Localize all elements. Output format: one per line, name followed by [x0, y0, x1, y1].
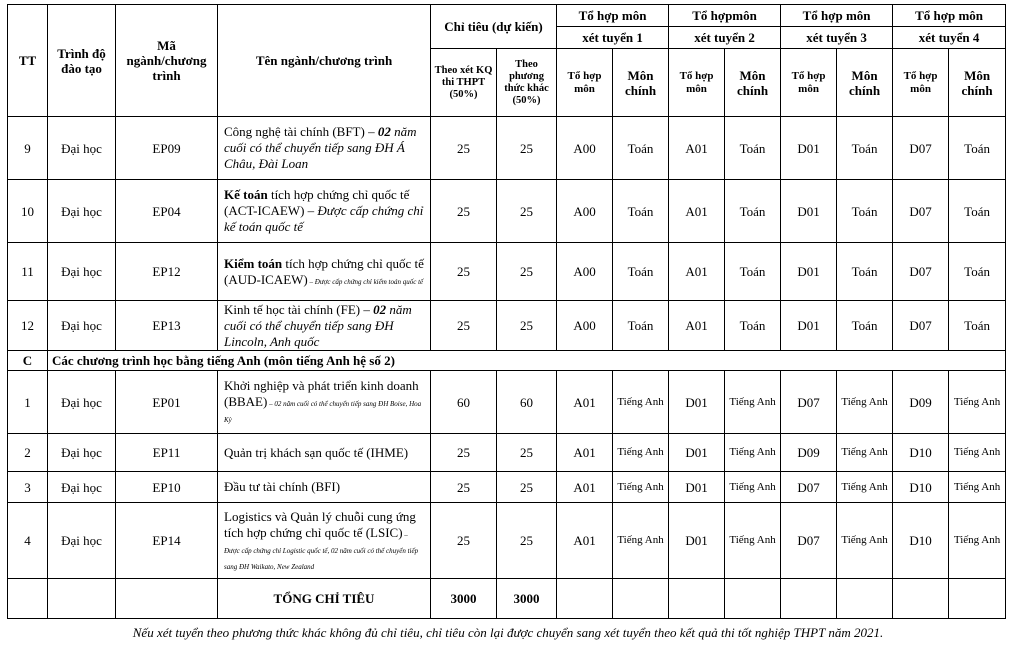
- cell-quota-thpt: 25: [431, 243, 497, 301]
- cell-quota-thpt: 25: [431, 503, 497, 579]
- cell-combo-4: D10: [893, 434, 949, 472]
- cell-main-2: Toán: [725, 117, 781, 180]
- cell-combo-4: D07: [893, 243, 949, 301]
- cell-quota-other: 25: [497, 472, 557, 503]
- header-combo-1: xét tuyển 1: [557, 27, 669, 49]
- cell-level: Đại học: [48, 301, 116, 351]
- program-name-note: Được cấp chứng chỉ kế toán quốc tế: [224, 203, 424, 234]
- cell-quota-other: 25: [497, 117, 557, 180]
- cell-combo-1: A01: [557, 371, 613, 434]
- cell-combo-3: D01: [781, 301, 837, 351]
- program-name-text: tích hợp chứng chỉ quốc tế (ACT-ICAEW) –: [224, 187, 410, 218]
- cell-main-3: Tiếng Anh: [837, 503, 893, 579]
- program-name-bold: Kế toán: [224, 187, 268, 202]
- cell-combo-4: D07: [893, 301, 949, 351]
- program-name-note: – Được cấp chứng chỉ Logistic quốc tế, 02 năm cuối có thể chuyển tiếp sang ĐH Waikato, New Zealand: [224, 530, 419, 571]
- cell-combo-4: D09: [893, 371, 949, 434]
- cell-combo-3: D01: [781, 180, 837, 243]
- cell-combo-3: D07: [781, 472, 837, 503]
- cell-code: EP13: [116, 301, 218, 351]
- cell-main-2: Tiếng Anh: [725, 503, 781, 579]
- cell-combo-1: A01: [557, 472, 613, 503]
- cell-combo-2: D01: [669, 472, 725, 503]
- cell-main-1: Tiếng Anh: [613, 371, 669, 434]
- cell-main-3: Tiếng Anh: [837, 472, 893, 503]
- cell-tt: 9: [8, 117, 48, 180]
- cell-level: Đại học: [48, 472, 116, 503]
- cell-level: Đại học: [48, 117, 116, 180]
- cell-main-1: Tiếng Anh: [613, 434, 669, 472]
- cell-quota-other: 25: [497, 180, 557, 243]
- cell-combo-2: A01: [669, 117, 725, 180]
- admission-table-container: [7, 4, 1006, 619]
- program-name-bold: 02: [377, 124, 391, 139]
- cell-program-name: [218, 180, 431, 243]
- cell-main-3: Tiếng Anh: [837, 434, 893, 472]
- cell-main-1: Toán: [613, 243, 669, 301]
- header-tt: TT: [8, 5, 48, 117]
- cell-main-3: Tiếng Anh: [837, 371, 893, 434]
- cell-combo-2: D01: [669, 371, 725, 434]
- cell-quota-other: 25: [497, 503, 557, 579]
- cell-main-4: Tiếng Anh: [949, 371, 1006, 434]
- cell-quota-other: 25: [497, 434, 557, 472]
- cell-quota-other: 25: [497, 243, 557, 301]
- header-combo-4: xét tuyển 4: [893, 27, 1006, 49]
- table-row: [8, 434, 1006, 472]
- header-combo-4-title: Tổ hợp môn: [893, 5, 1006, 27]
- cell-main-2: Toán: [725, 180, 781, 243]
- cell-main-4: Tiếng Anh: [949, 503, 1006, 579]
- cell-main-4: Tiếng Anh: [949, 472, 1006, 503]
- program-name-note: năm cuối có thể chuyển tiếp sang ĐH Lincoln, Anh quốc: [224, 301, 412, 349]
- cell-tt: 2: [8, 434, 48, 472]
- cell-quota-thpt: 25: [431, 472, 497, 503]
- cell-program-name: [218, 117, 431, 180]
- cell-combo-3: D07: [781, 371, 837, 434]
- cell-program-name: [218, 472, 431, 503]
- total-label: TỔNG CHỈ TIÊU: [218, 579, 431, 619]
- cell-tt: 1: [8, 371, 48, 434]
- program-name-text: Khởi nghiệp và phát triển kinh doanh (BBAE): [224, 378, 419, 409]
- cell-main-3: Toán: [837, 243, 893, 301]
- cell-tt: 11: [8, 243, 48, 301]
- cell-main-3: Toán: [837, 301, 893, 351]
- total-row: [8, 579, 1006, 619]
- cell-combo-1: A00: [557, 180, 613, 243]
- header-combo-3: xét tuyển 3: [781, 27, 893, 49]
- header-sub-combo: Tổ hợp môn: [781, 49, 837, 117]
- cell-main-4: Toán: [949, 117, 1006, 180]
- cell-main-4: Tiếng Anh: [949, 434, 1006, 472]
- cell-quota-thpt: 25: [431, 180, 497, 243]
- header-combo-3-title: Tổ hợp môn: [781, 5, 893, 27]
- cell-code: EP10: [116, 472, 218, 503]
- header-quota-other: Theo phương thức khác (50%): [497, 49, 557, 117]
- table-row: [8, 180, 1006, 243]
- header-sub-combo: Tổ hợp môn: [557, 49, 613, 117]
- cell-combo-1: A00: [557, 301, 613, 351]
- header-quota-thpt: Theo xét KQ thi THPT (50%): [431, 49, 497, 117]
- program-name-note: – Được cấp chứng chỉ kiểm toán quốc tế: [307, 277, 424, 286]
- cell-level: Đại học: [48, 371, 116, 434]
- header-quota: Chỉ tiêu (dự kiến): [431, 5, 557, 49]
- cell-code: EP11: [116, 434, 218, 472]
- header-level: Trình độ đào tạo: [48, 5, 116, 117]
- cell-combo-2: A01: [669, 180, 725, 243]
- header-sub-main: Môn chính: [837, 49, 893, 117]
- table-row: [8, 243, 1006, 301]
- cell-program-name: [218, 243, 431, 301]
- cell-quota-other: 25: [497, 301, 557, 351]
- program-name-text: Logistics và Quản lý chuỗi cung ứng tích hợp chứng chỉ quốc tế (LSIC): [224, 508, 416, 540]
- total-quota-other: 3000: [497, 579, 557, 619]
- cell-main-2: Tiếng Anh: [725, 472, 781, 503]
- header-sub-main: Môn chính: [949, 49, 1006, 117]
- cell-main-2: Toán: [725, 301, 781, 351]
- program-name-text: tích hợp chứng chỉ quốc tế (AUD-ICAEW): [224, 255, 424, 287]
- cell-main-3: Toán: [837, 180, 893, 243]
- header-combo-2: xét tuyển 2: [669, 27, 781, 49]
- cell-level: Đại học: [48, 503, 116, 579]
- cell-main-2: Tiếng Anh: [725, 434, 781, 472]
- program-name-text: Quản trị khách sạn quốc tế (IHME): [224, 444, 409, 460]
- cell-combo-3: D07: [781, 503, 837, 579]
- cell-main-1: Toán: [613, 301, 669, 351]
- cell-combo-4: D07: [893, 117, 949, 180]
- program-name-text: Đầu tư tài chính (BFI): [224, 479, 341, 494]
- cell-combo-3: D01: [781, 243, 837, 301]
- cell-combo-2: D01: [669, 503, 725, 579]
- cell-main-4: Toán: [949, 243, 1006, 301]
- header-name: Tên ngành/chương trình: [218, 5, 431, 117]
- cell-code: EP14: [116, 503, 218, 579]
- table-row: [8, 503, 1006, 579]
- cell-level: Đại học: [48, 180, 116, 243]
- cell-main-3: Toán: [837, 117, 893, 180]
- section-label: C: [8, 351, 48, 371]
- program-name-bold: 02: [373, 301, 387, 317]
- cell-combo-4: D10: [893, 503, 949, 579]
- cell-main-2: Tiếng Anh: [725, 371, 781, 434]
- cell-main-1: Tiếng Anh: [613, 472, 669, 503]
- cell-main-1: Tiếng Anh: [613, 503, 669, 579]
- cell-code: EP01: [116, 371, 218, 434]
- cell-main-1: Toán: [613, 117, 669, 180]
- cell-combo-1: A00: [557, 243, 613, 301]
- cell-level: Đại học: [48, 434, 116, 472]
- cell-combo-1: A00: [557, 117, 613, 180]
- footnote: Nếu xét tuyển theo phương thức khác không đủ chỉ tiêu, chỉ tiêu còn lại được chuyển sang xét tuyển theo kết quả thi tốt nghiệp THPT năm 2021.: [132, 625, 884, 640]
- cell-main-1: Toán: [613, 180, 669, 243]
- cell-program-name: [218, 371, 431, 434]
- program-name-note: – 02 năm cuối có thể chuyển tiếp sang ĐH Boise, Hoa Kỳ: [224, 400, 422, 424]
- cell-tt: 12: [8, 301, 48, 351]
- cell-main-2: Toán: [725, 243, 781, 301]
- cell-program-name: [218, 301, 431, 351]
- admission-table: [7, 4, 1006, 619]
- cell-combo-1: A01: [557, 503, 613, 579]
- cell-tt: 3: [8, 472, 48, 503]
- program-name-bold: Kiểm toán: [224, 255, 283, 271]
- cell-level: Đại học: [48, 243, 116, 301]
- cell-quota-thpt: 25: [431, 117, 497, 180]
- cell-quota-thpt: 25: [431, 434, 497, 472]
- cell-combo-1: A01: [557, 434, 613, 472]
- cell-combo-2: D01: [669, 434, 725, 472]
- header-code: Mã ngành/chương trình: [116, 5, 218, 117]
- header-sub-main: Môn chính: [725, 49, 781, 117]
- cell-quota-other: 60: [497, 371, 557, 434]
- section-title: Các chương trình học bằng tiếng Anh (môn tiếng Anh hệ số 2): [48, 351, 1006, 371]
- program-name-text: Công nghệ tài chính (BFT) –: [224, 124, 378, 139]
- cell-combo-3: D09: [781, 434, 837, 472]
- cell-tt: 4: [8, 503, 48, 579]
- cell-code: EP04: [116, 180, 218, 243]
- cell-combo-4: D10: [893, 472, 949, 503]
- cell-combo-4: D07: [893, 180, 949, 243]
- cell-tt: 10: [8, 180, 48, 243]
- table-row: [8, 472, 1006, 503]
- total-quota-thpt: 3000: [431, 579, 497, 619]
- cell-quota-thpt: 25: [431, 301, 497, 351]
- cell-quota-thpt: 60: [431, 371, 497, 434]
- cell-combo-3: D01: [781, 117, 837, 180]
- cell-combo-2: A01: [669, 301, 725, 351]
- table-row: [8, 371, 1006, 434]
- cell-main-4: Toán: [949, 180, 1006, 243]
- header-sub-main: Môn chính: [613, 49, 669, 117]
- cell-code: EP12: [116, 243, 218, 301]
- program-name-note: năm cuối có thể chuyển tiếp sang ĐH Á Châu, Đài Loan: [224, 124, 417, 171]
- header-combo-1-title: Tổ hợp môn: [557, 5, 669, 27]
- header-sub-combo: Tổ hợp môn: [893, 49, 949, 117]
- section-header-row: [8, 351, 1006, 371]
- cell-code: EP09: [116, 117, 218, 180]
- header-combo-2-title: Tổ hợpmôn: [669, 5, 781, 27]
- cell-main-4: Toán: [949, 301, 1006, 351]
- cell-program-name: [218, 434, 431, 472]
- table-row: [8, 301, 1006, 351]
- program-name-text: Kinh tế học tài chính (FE) –: [224, 301, 374, 317]
- header-sub-combo: Tổ hợp môn: [669, 49, 725, 117]
- cell-program-name: [218, 503, 431, 579]
- table-row: [8, 117, 1006, 180]
- cell-combo-2: A01: [669, 243, 725, 301]
